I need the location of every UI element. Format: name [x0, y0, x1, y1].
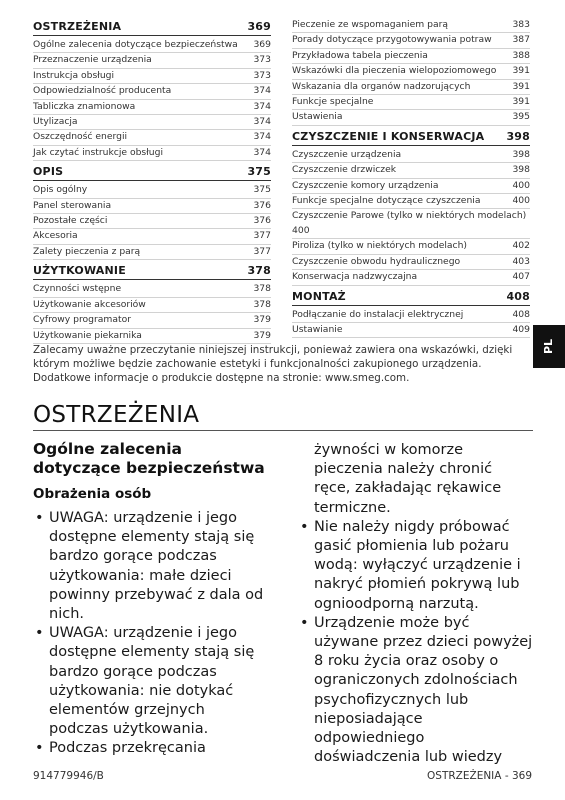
toc-section-page: 375	[247, 165, 271, 179]
footer-page-info	[427, 770, 532, 782]
toc-entry	[33, 38, 271, 53]
body-left-column	[33, 440, 268, 759]
toc-entry	[292, 255, 530, 270]
toc-entry-label: Czyszczenie komory urządzenia	[292, 179, 439, 191]
toc-entry-page: 407	[512, 271, 530, 283]
toc-entry-page: 402	[512, 240, 530, 252]
toc-entry	[292, 64, 530, 79]
subsection-title: Ogólne zalecenia dotyczące bezpieczeństwa	[33, 440, 265, 477]
toc-entry	[33, 214, 271, 229]
toc-entry	[33, 199, 271, 214]
toc-entry	[33, 329, 271, 344]
toc-entry	[292, 18, 530, 33]
toc-entry-page: 374	[253, 146, 271, 158]
bullet-text: Nie należy nigdy próbować gasić płomienia lub pożaru wodą: wyłączyć urządzenie i nakryć płomień pokrywą lub ognioodporną narzutą.	[314, 518, 521, 612]
toc-right-sections	[292, 128, 530, 338]
toc-section	[292, 288, 530, 339]
bullet-text: Urządzenie może być używane przez dzieci powyżej 8 roku życia oraz osoby o ograniczonych zdolnościach psychofizycznych lub nieposiadające odpowiedniego doświadczenia lub wiedzy	[314, 614, 533, 766]
toc-entry-page: 374	[253, 131, 271, 143]
toc-right-column	[292, 18, 530, 340]
section-title: OSTRZEŻENIA	[33, 402, 533, 431]
toc-entry-label: Cyfrowy programator	[33, 314, 132, 326]
toc-entry-label: Zalety pieczenia z parą	[33, 245, 141, 257]
toc-section-heading	[33, 18, 271, 36]
toc-entry	[292, 308, 530, 323]
bullet-list-right	[298, 518, 533, 768]
toc-entry-page: 376	[253, 215, 271, 227]
toc-entry-page: 373	[253, 54, 271, 66]
toc-section-title: CZYSZCZENIE I KONSERWACJA	[292, 129, 485, 143]
toc-entry-label: Czyszczenie urządzenia	[292, 148, 402, 160]
toc-entry-page: 391	[512, 96, 530, 108]
toc-section-heading	[292, 288, 530, 306]
toc-entry	[292, 209, 530, 239]
toc-entry-page: 379	[253, 314, 271, 326]
toc-entry-label: Opis ogólny	[33, 184, 88, 196]
language-tab	[533, 325, 565, 368]
toc-entry	[292, 270, 530, 285]
toc-entry	[33, 84, 271, 99]
toc-entry-page: 398	[512, 164, 530, 176]
bullet-icon: •	[35, 625, 44, 642]
toc-entry-page: 398	[512, 148, 530, 160]
toc-left-column	[33, 18, 271, 346]
toc-entry	[292, 163, 530, 178]
toc-entry-page: 400	[512, 179, 530, 191]
bullet-list-left	[33, 509, 268, 759]
bullet-icon: •	[300, 518, 309, 535]
bullet-text: Podczas przekręcania	[49, 740, 206, 757]
toc-entry-label: Utylizacja	[33, 116, 78, 128]
bullet-icon: •	[35, 740, 44, 757]
intro-line: którym możliwe będzie zachowanie estetyki i funkcjonalności zakupionego urządzenia.	[33, 358, 482, 370]
toc-entry-label: Czyszczenie obwodu hydraulicznego	[292, 255, 461, 267]
toc-section-page: 398	[506, 129, 530, 143]
toc-entry-label: Odpowiedzialność producenta	[33, 85, 172, 97]
toc-section	[33, 18, 271, 161]
toc-entry	[292, 194, 530, 209]
bullet-item	[298, 518, 533, 614]
toc-section-title: MONTAŻ	[292, 289, 346, 303]
footer-section: OSTRZEŻENIA	[427, 770, 502, 782]
toc-entry-page: 369	[253, 39, 271, 50]
body-right-column	[298, 441, 533, 767]
toc-entry-page: 374	[253, 116, 271, 128]
toc-entry-label: Pieczenie ze wspomaganiem parą	[292, 19, 448, 30]
toc-section-title: UŻYTKOWANIE	[33, 264, 126, 278]
toc-entry-page: 388	[512, 49, 530, 61]
toc-entry-label: Panel sterowania	[33, 199, 112, 211]
toc-entry-label: Tabliczka znamionowa	[33, 100, 136, 112]
bullet-item	[298, 614, 533, 768]
toc-entry-label: Użytkowanie akcesoriów	[33, 298, 146, 310]
toc-section-title: OSTRZEŻENIA	[33, 20, 122, 33]
toc-section-heading	[33, 262, 271, 280]
toc-entry-label: Funkcje specjalne	[292, 96, 374, 108]
toc-entry-label: Funkcje specjalne dotyczące czyszczenia	[292, 195, 481, 207]
toc-entry	[292, 33, 530, 48]
toc-entry	[33, 115, 271, 130]
toc-entry-page: 378	[253, 283, 271, 295]
toc-entry-label: Porady dotyczące przygotowywania potraw	[292, 34, 492, 46]
toc-entry	[33, 183, 271, 198]
intro-line: Dodatkowe informacje o produkcie dostępne na stronie: www.smeg.com.	[33, 372, 410, 384]
toc-entry	[33, 282, 271, 297]
toc-entry-label: Ustawienia	[292, 111, 343, 123]
toc-entry	[33, 245, 271, 260]
toc-entry-label: Użytkowanie piekarnika	[33, 329, 142, 341]
toc-entry-page: 379	[253, 329, 271, 341]
toc-entry	[33, 130, 271, 145]
toc-entry	[292, 49, 530, 64]
bullet-text: UWAGA: urządzenie i jego dostępne elementy stają się bardzo gorące podczas użytkowania: małe dzieci powinny przebywać z dala od nich.	[49, 510, 264, 623]
toc-entry-label: Podłączanie do instalacji elektrycznej	[292, 308, 464, 320]
toc-entry	[292, 323, 530, 338]
toc-entry-label: Jak czytać instrukcje obsługi	[33, 146, 164, 158]
toc-entry	[292, 95, 530, 110]
toc-entry	[33, 298, 271, 313]
toc-entry-label: Ustawianie	[292, 323, 343, 335]
toc-section	[33, 163, 271, 260]
toc-entry-page: 408	[512, 308, 530, 320]
continuation-text: żywności w komorze pieczenia należy chronić ręce, zakładając rękawice termiczne.	[314, 442, 502, 516]
language-tab-label: PL	[542, 338, 556, 355]
toc-entry-label: Ogólne zalecenia dotyczące bezpieczeństwa	[33, 39, 238, 50]
toc-entry-label: Przykładowa tabela pieczenia	[292, 49, 428, 61]
toc-section-page: 369	[247, 20, 271, 33]
toc-entry	[33, 313, 271, 328]
bullet-text: UWAGA: urządzenie i jego dostępne elementy stają się bardzo gorące podczas użytkowania: nie dotykać elementów grzejnych podczas użytkowania.	[49, 625, 255, 738]
toc-entry	[33, 100, 271, 115]
sub-subsection-title: Obrażenia osób	[33, 486, 152, 502]
toc-entry-page: 376	[253, 199, 271, 211]
toc-section-title: OPIS	[33, 165, 64, 179]
toc-entry-label: Konserwacja nadzwyczajna	[292, 271, 418, 283]
toc-entry-page: 374	[253, 85, 271, 97]
toc-entry-label: Akcesoria	[33, 230, 78, 242]
toc-entry-page: 383	[512, 19, 530, 30]
toc-entry	[292, 179, 530, 194]
toc-section-page: 378	[247, 264, 271, 278]
toc-entry-page: 387	[512, 34, 530, 46]
bullet-item	[33, 624, 268, 739]
bullet-item	[33, 509, 268, 624]
toc-entry	[292, 110, 530, 125]
toc-entry	[292, 148, 530, 163]
footer-page-number: 369	[511, 770, 532, 782]
intro-paragraph	[33, 343, 523, 385]
toc-entry-page: 395	[512, 111, 530, 123]
toc-entry-page: 377	[253, 245, 271, 257]
toc-section-heading	[292, 128, 530, 146]
bullet-item	[33, 739, 268, 758]
toc-entry-page: 375	[253, 184, 271, 196]
footer-separator: -	[504, 770, 509, 782]
bullet-icon: •	[300, 614, 309, 631]
toc-entry-label: Pozostałe części	[33, 215, 108, 227]
toc-section-page: 408	[506, 289, 530, 303]
toc-entry-page: 377	[253, 230, 271, 242]
toc-entry	[292, 239, 530, 254]
toc-entry-label: Czyszczenie drzwiczek	[292, 164, 397, 176]
intro-line: Zalecamy uważne przeczytanie niniejszej instrukcji, ponieważ zawiera ona wskazówki, dzięki	[33, 344, 513, 356]
toc-entry-page: 409	[512, 323, 530, 335]
toc-entry-label: Oszczędność energii	[33, 131, 128, 143]
toc-entry-page: 373	[253, 69, 271, 81]
toc-entry-label: Wskazania dla organów nadzorujących	[292, 80, 471, 92]
toc-entry	[33, 53, 271, 68]
toc-section	[33, 262, 271, 344]
toc-entry-label: Instrukcja obsługi	[33, 69, 115, 81]
toc-entry-page: 378	[253, 298, 271, 310]
toc-entry-page: 374	[253, 100, 271, 112]
toc-entry-label: Czyszczenie Parowe (tylko w niektórych modelach) 400	[292, 210, 527, 236]
toc-entry-page: 400	[512, 195, 530, 207]
toc-entry	[292, 80, 530, 95]
toc-continuation	[292, 18, 530, 126]
toc-entry-page: 391	[512, 80, 530, 92]
toc-entry	[33, 69, 271, 84]
toc-section	[292, 128, 530, 286]
toc-section-heading	[33, 163, 271, 181]
toc-entry-label: Przeznaczenie urządzenia	[33, 54, 152, 66]
toc-entry-label: Czynności wstępne	[33, 283, 122, 295]
toc-entry	[33, 229, 271, 244]
toc-entry-label: Wskazówki dla pieczenia wielopoziomowego	[292, 65, 497, 77]
toc-entry-page: 391	[512, 65, 530, 77]
bullet-icon: •	[35, 510, 44, 526]
footer-doc-code: 914779946/B	[33, 770, 104, 782]
toc-entry-page: 403	[512, 255, 530, 267]
toc-entry-label: Piroliza (tylko w niektórych modelach)	[292, 240, 467, 252]
toc-entry	[33, 146, 271, 161]
